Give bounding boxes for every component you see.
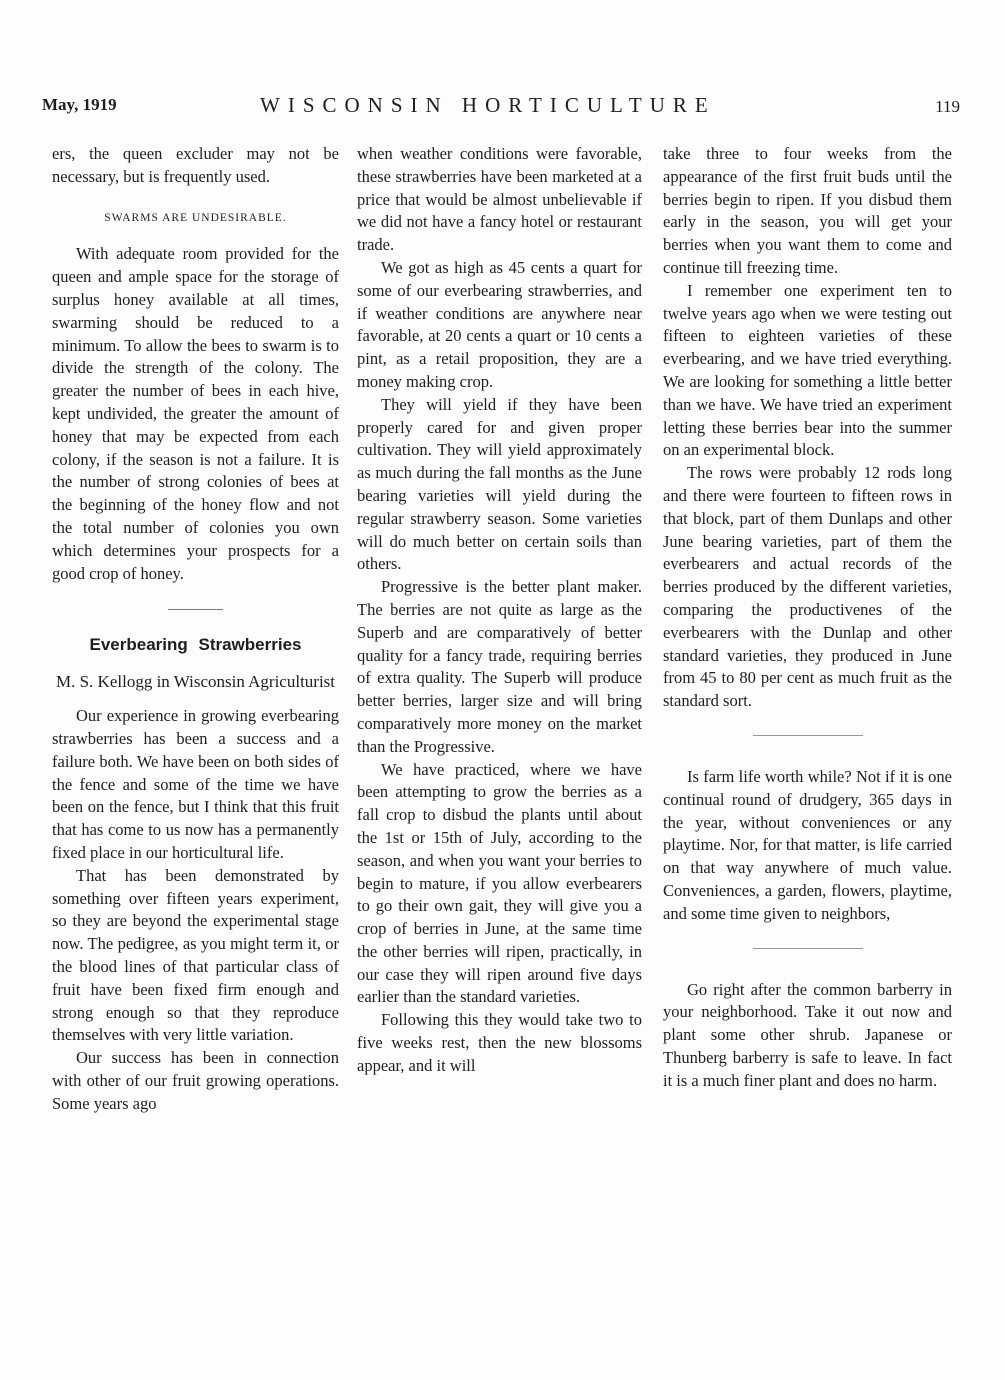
swarms-paragraph: With adequate room provided for the queen and ample space for the storage of surplus honey available at all times, swarming should be reduced to a minimum. To allow the bees to swarm is to divide the strength of the colony. The greater the number of bees in each hive, kept undivided, the greater the amount of honey that may be expected from each colony, if the season is not a failure. It is the number of strong colonies of bees at the beginning of the honey flow and not the total number of colonies you own which determines your prospects for a good crop of honey. <box>52 244 339 583</box>
issue-date: May, 1919 <box>42 95 117 114</box>
barberry-paragraph: Go right after the common barberry in your neighborhood. Take it out now and plant some other shrub. Japanese or Thunberg barberry is safe to leave. In fact it is a much finer plant and does no harm. <box>663 979 952 1090</box>
article-paragraph: take three to four weeks from the appearance of the first fruit buds until the berries begin to ripen. If you disbud them early in the season, you will get your berries when you want them to come and continue till freezing time. <box>663 144 952 277</box>
column-right <box>663 143 952 1092</box>
article-paragraph: We got as high as 45 cents a quart for some of our everbearing strawberries, and if weather conditions are anywhere near favorable, at 20 cents a quart or 10 cents a pint, as a retail proposition, they are a money making crop. <box>357 257 642 391</box>
article-paragraph: The rows were probably 12 rods long and there were fourteen to fifteen rows in that block, part of them Dunlaps and other June bearing varieties, part of them the everbearers and actual records of the berries produced by the different varieties, comparing the productivenes of the everbearers with the Dunlap and other standard varieties, they produced in June from 45 to 80 per cent as much fruit as the standard sort. <box>663 463 952 711</box>
journal-title: WISCONSIN HORTICULTURE <box>260 93 716 117</box>
article-paragraph: We have practiced, where we have been attempting to grow the berries as a fall crop to disbud the plants until about the 1st or 15th of July, according to the season, and when you want your berries to begin to mature, if you allow everbearers to go their own gait, they will give you a crop of berries in June, at the same time the other berries will ripen, practically, in our case they will ripen around five days earlier than the standard varieties. <box>357 759 642 1007</box>
article-byline: M. S. Kellogg in Wisconsin Agriculturist <box>55 672 336 692</box>
continued-paragraph: ers, the queen excluder may not be necessary, but is frequently used. <box>52 144 339 186</box>
article-paragraph: That has been demonstrated by something over fifteen years experiment, so they are beyond the experimental stage now. The pedigree, as you might term it, or the blood lines of that particular class of fruit have been fixed firm enough and strong enough so that they reproduce themselves with very little variation. <box>52 865 339 1045</box>
article-paragraph: when weather conditions were favorable, these strawberries have been marketed at a price that would be almost unbelievable if we did not have a fancy hotel or restaurant trade. <box>357 144 642 255</box>
section-divider <box>753 948 863 949</box>
section-divider <box>753 735 863 736</box>
article-divider <box>168 609 223 610</box>
article-paragraph: Following this they would take two to five weeks rest, then the new blossoms appear, and it will <box>357 1010 642 1075</box>
column-middle <box>357 143 642 1078</box>
article-paragraph: Our experience in growing everbearing strawberries has been a success and a failure both. We have been on both sides of the fence and some of the time we have been on the fence, but I think that this fruit that has come to us now has a permanently fixed place in our horticultural life. <box>52 706 339 862</box>
article-paragraph: I remember one experiment ten to twelve years ago when we were testing out fifteen to eighteen varieties of these everbearing, and we have tried everything. We are looking for something a little better than we have. We have tried an experiment letting these berries bear into the summer on an experimental block. <box>663 280 952 460</box>
article-paragraph: Progressive is the better plant maker. The berries are not quite as large as the Superb and are comparatively of better quality for a fancy trade, requiring berries of extra quality. The Superb will produce better berries, larger size and will bring comparatively more money on the market than the Progressive. <box>357 577 642 756</box>
page-header <box>0 95 1005 125</box>
article-title: Everbearing Strawberries <box>89 635 302 655</box>
column-left <box>52 143 339 1115</box>
article-paragraph: Our success has been in connection with other of our fruit growing operations. Some years ago <box>52 1048 339 1113</box>
farm-life-paragraph: Is farm life worth while? Not if it is one continual round of drudgery, 365 days in the year, without conveniences or any playtime. Nor, for that matter, is life carried on that way anywhere of much value. Conveniences, a garden, flowers, playtime, and some time given to neighbors, <box>663 766 952 923</box>
section-subheading: SWARMS ARE UNDESIRABLE. <box>104 211 287 224</box>
page-number: 119 <box>935 97 960 116</box>
article-paragraph: They will yield if they have been properly cared for and given proper cultivation. They will yield approximately as much during the fall months as the June bearing varieties will yield during the regular strawberry season. Some varieties will do much better on certain soils than others. <box>357 394 642 574</box>
